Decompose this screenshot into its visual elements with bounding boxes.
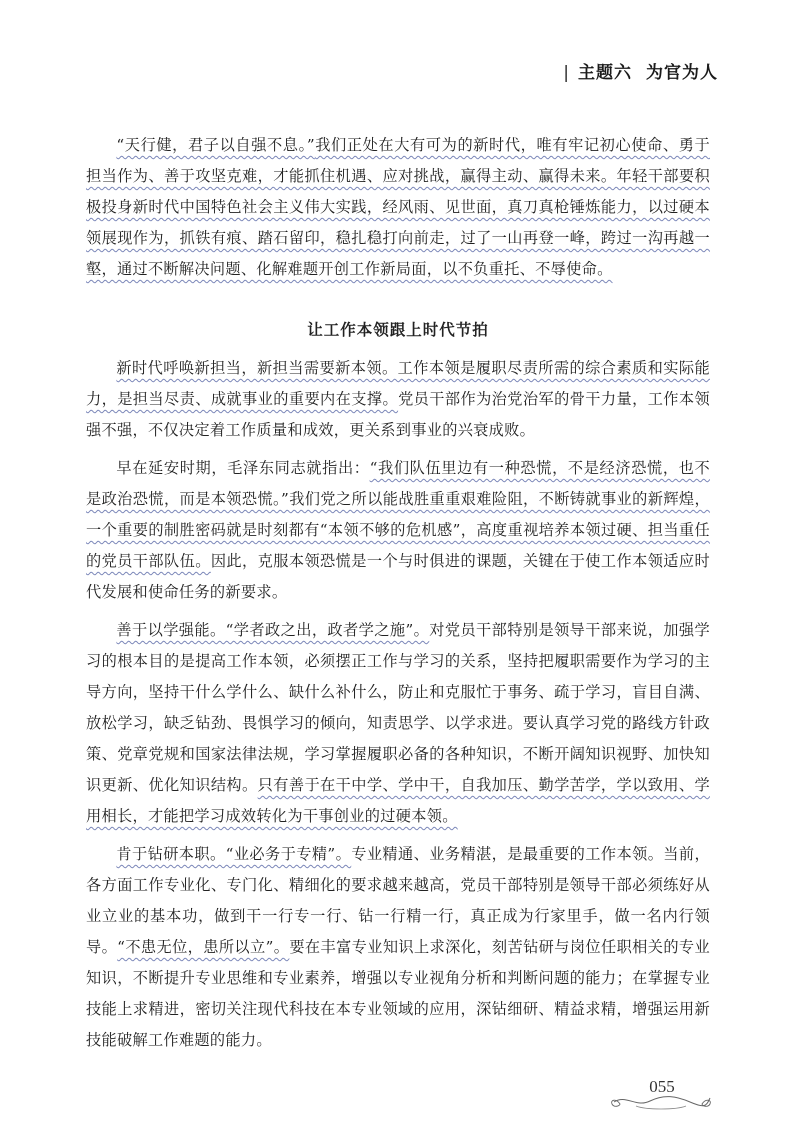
paragraph-3 <box>86 615 710 832</box>
paragraph-3-highlight: 只有善于在干中学、学中干，自我加压、勤学苦学，学以致用、学用相长，才能把学习成效转化为干事创业的过硬本领。 <box>86 776 710 825</box>
paragraph-4-text-end: 要在丰富专业知识上求深化，刻苦钻研与岗位任职相关的专业知识，不断提升专业思维和专业素养，增强以专业视角分析和判断问题的能力；在掌握专业技能上求精进，密切关注现代科技在本专业领域的应用，深钻细研、精益求精，增强运用新技能破解工作难题的能力。 <box>86 938 710 1049</box>
header-bar: | <box>563 63 570 83</box>
header-title: 为官为人 <box>646 63 718 83</box>
page-number-text: 055 <box>649 1077 675 1096</box>
paragraph-2-text: 因此，克服本领恐慌是一个与时俱进的课题，关键在于使工作本领适应时代发展和使命任务的新要求。 <box>86 552 710 601</box>
page-body <box>86 130 710 1063</box>
paragraph-2-lead: 早在延安时期，毛泽东同志就指出： <box>116 459 370 477</box>
intro-paragraph <box>86 130 710 285</box>
paragraph-3-text: 对党员干部特别是领导干部来说，加强学习的根本目的是提高工作本领，必须摆正工作与学习的关系，坚持把履职需要作为学习的主导方向，坚持干什么学什么、缺什么补什么，防止和克服忙于事务、疏于学习，盲目自满、放松学习，缺乏钻劲、畏惧学习的倾向，知责思学、以学求进。要认真学习党的路线方针政策、党章党规和国家法律法规，学习掌握履职必备的各种知识，不断开阔知识视野、加快知识更新、优化知识结构。 <box>86 621 710 794</box>
intro-quote: “天行健，君子以自强不息。” <box>116 136 315 154</box>
paragraph-1 <box>86 353 710 446</box>
paragraph-1-text: 党员干部作为治党治军的骨干力量，工作本领强不强，不仅决定着工作质量和成效，更关系到事业的兴衰成败。 <box>86 390 711 439</box>
running-header <box>563 58 718 83</box>
section-title: 让工作本领跟上时代节拍 <box>307 320 489 339</box>
page-number <box>606 1074 716 1114</box>
paragraph-1-highlight: 新时代呼唤新担当，新担当需要新本领。工作本领是履职尽责所需的综合素质和实际能力，是担当尽责、成就事业的重要内在支撑。 <box>86 359 710 408</box>
paragraph-4-quote: “不患无位，患所以立”。 <box>117 938 290 956</box>
paragraph-2 <box>86 453 710 608</box>
intro-text: 我们正处在大有可为的新时代，唯有牢记初心使命、勇于担当作为、善于攻坚克难，才能抓住机遇、应对挑战，赢得主动、赢得未来。年轻干部要积极投身新时代中国特色社会主义伟大实践，经风雨、见世面，真刀真枪锤炼能力，以过硬本领展现作为，抓铁有痕、踏石留印，稳扎稳打向前走，过了一山再登一峰，跨过一沟再越一壑，通过不断解决问题、化解难题开创工作新局面，以不负重托、不辱使命。 <box>86 136 710 278</box>
paragraph-4-text: 专业精通、业务精湛，是最重要的工作本领。当前，各方面工作专业化、专门化、精细化的要求越来越高，党员干部特别是领导干部必须练好从业立业的基本功，做到干一行专一行、钻一行精一行，真正成为行家里手，做一名内行领导。 <box>86 845 710 956</box>
paragraph-4 <box>86 839 710 1056</box>
paragraph-3-heading: 善于以学强能。“学者政之出，政者学之施”。 <box>116 621 430 639</box>
header-theme: 主题六 <box>578 63 632 83</box>
paragraph-2-highlight: 我们党之所以能战胜重重艰难险阻，不断铸就事业的新辉煌，一个重要的制胜密码就是时刻都有“本领不够的危机感”，高度重视培养本领过硬、担当重任的党员干部队伍。 <box>86 490 710 570</box>
paragraph-4-heading: 肯于钻研本职。“业必务于专精”。 <box>116 845 352 863</box>
paragraph-2-quote: “我们队伍里边有一种恐慌，不是经济恐慌，也不是政治恐慌，而是本领恐慌。” <box>86 459 710 508</box>
